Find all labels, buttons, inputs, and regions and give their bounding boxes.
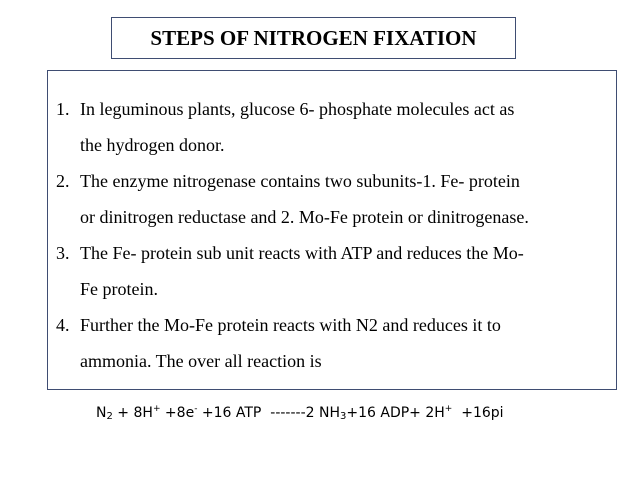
step-item-4 (56, 307, 612, 379)
step-text (80, 235, 612, 307)
step-line: The enzyme nitrogenase contains two subunits-1. Fe- protein (80, 171, 520, 191)
steps-list (56, 91, 612, 379)
step-number: 3. (56, 243, 70, 263)
step-item-2 (56, 163, 612, 235)
step-number: 1. (56, 99, 70, 119)
step-number: 2. (56, 171, 70, 191)
equation-subscript: 2 (106, 411, 113, 422)
equation-part: + 8H (112, 405, 153, 421)
step-number: 4. (56, 315, 70, 335)
equation-superscript: + (152, 404, 161, 414)
step-line: ammonia. The over all reaction is (80, 351, 322, 371)
equation-part: +8e (160, 405, 195, 421)
title-box (111, 17, 516, 59)
step-item-3 (56, 235, 612, 307)
equation-part: +16pi (452, 405, 504, 421)
step-line: Further the Mo-Fe protein reacts with N2 and reduces it to (80, 315, 501, 335)
equation-superscript: - (194, 404, 198, 414)
equation-part: +16 ATP -------2 NH (197, 405, 340, 421)
step-line: The Fe- protein sub unit reacts with ATP and reduces the Mo- (80, 243, 524, 263)
step-item-1 (56, 91, 612, 163)
equation-part: +16 ADP+ 2H (346, 405, 445, 421)
page-title: STEPS OF NITROGEN FIXATION (150, 25, 477, 50)
equation-subscript: 3 (340, 411, 347, 422)
step-line: In leguminous plants, glucose 6- phosphate molecules act as (80, 99, 515, 119)
step-line: the hydrogen donor. (80, 135, 225, 155)
step-text (80, 91, 612, 163)
steps-box (47, 70, 617, 390)
equation-part: N (96, 405, 107, 421)
step-line: Fe protein. (80, 279, 158, 299)
step-text (80, 163, 612, 235)
reaction-equation (96, 405, 504, 421)
equation-superscript: + (444, 404, 453, 414)
step-text (80, 307, 612, 379)
step-line: or dinitrogen reductase and 2. Mo-Fe protein or dinitrogenase. (80, 207, 529, 227)
